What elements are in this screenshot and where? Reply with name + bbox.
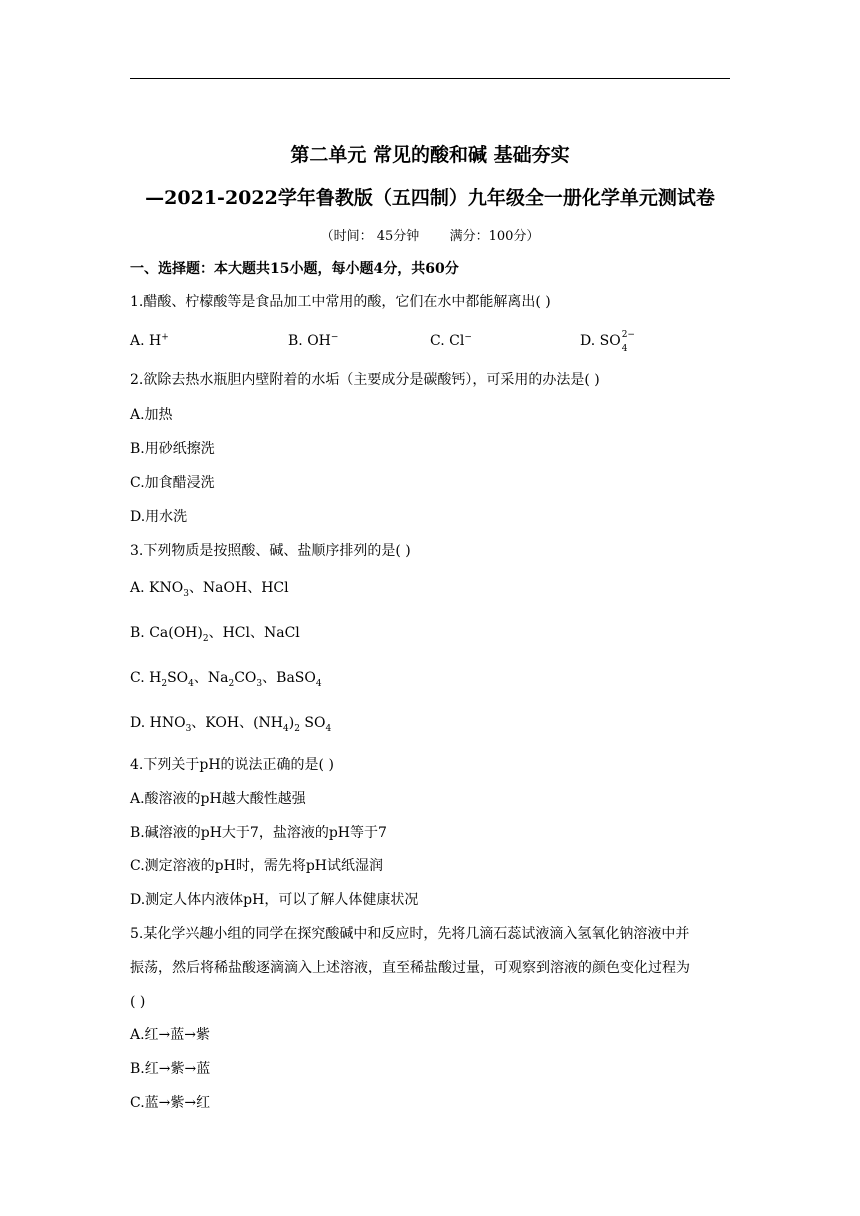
question-2-option-a: A.加热 [130,407,173,423]
time-label: （时间： [320,229,373,244]
question-4-option-c: C.测定溶液的pH时，需先将pH试纸湿润 [130,858,384,874]
score-label: 满分：100分） [449,229,540,244]
question-5-stem-line-2: 振荡，然后将稀盐酸逐滴滴入上述溶液，直至稀盐酸过量，可观察到溶液的颜色变化过程为 [130,960,690,976]
question-2-option-d: D.用水洗 [130,509,188,525]
question-5-option-a: A.红→蓝→紫 [130,1027,211,1043]
question-3-option-d: D. $HNO_3$、KOH、$(NH_4)_2$ $SO_4$ [130,715,332,734]
header-rule [130,78,730,79]
question-2-option-b: B.用砂纸擦洗 [130,441,215,457]
time-value: 45分钟 [376,229,420,244]
page-subtitle: —2021-2022学年鲁教版（五四制）九年级全一册化学单元测试卷 [145,187,715,209]
question-3-option-c: C. $H_2SO_4$、$Na_2CO_3$、BaSO$_4$ [130,670,322,689]
question-5-option-b: B.红→紫→蓝 [130,1061,211,1077]
question-3-stem: 3.下列物质是按照酸、碱、盐顺序排列的是( ) [130,543,411,559]
question-3-option-a: A. $KNO_3$、NaOH、HCl [130,580,289,599]
question-1-stem: 1.醋酸、柠檬酸等是食品加工中常用的酸，它们在水中都能解离出( ) [130,294,551,310]
question-1-option-b: B. OH− [288,332,339,349]
question-4-stem: 4.下列关于pH的说法正确的是( ) [130,757,334,773]
question-5-stem-line-3: ( ) [130,994,146,1010]
question-4-option-a: A.酸溶液的pH越大酸性越强 [130,791,306,807]
section-heading: 一、选择题：本大题共15小题，每小题4分，共60分 [130,261,459,277]
question-1-option-c: C. Cl− [430,332,472,349]
question-2-option-c: C.加食醋浸洗 [130,475,215,491]
question-1-option-d: D. SO 2− 4 [580,330,635,354]
page-title: 第二单元 常见的酸和碱 基础夯实 [290,144,570,166]
exam-info [0,225,860,244]
question-5-stem-line-1: 5.某化学兴趣小组的同学在探究酸碱中和反应时，先将几滴石蕊试液滴入氢氧化钠溶液中并 [130,926,690,942]
question-4-option-b: B.碱溶液的pH大于7，盐溶液的pH等于7 [130,825,387,841]
question-1-option-a: A. H+ [130,332,169,349]
question-4-option-d: D.测定人体内液体pH，可以了解人体健康状况 [130,892,419,908]
question-5-option-c: C.蓝→紫→红 [130,1095,211,1111]
question-2-stem: 2.欲除去热水瓶胆内壁附着的水垢（主要成分是碳酸钙），可采用的办法是( ) [130,372,600,388]
question-3-option-b: B. $Ca(OH)_2$、HCl、NaCl [130,625,300,644]
